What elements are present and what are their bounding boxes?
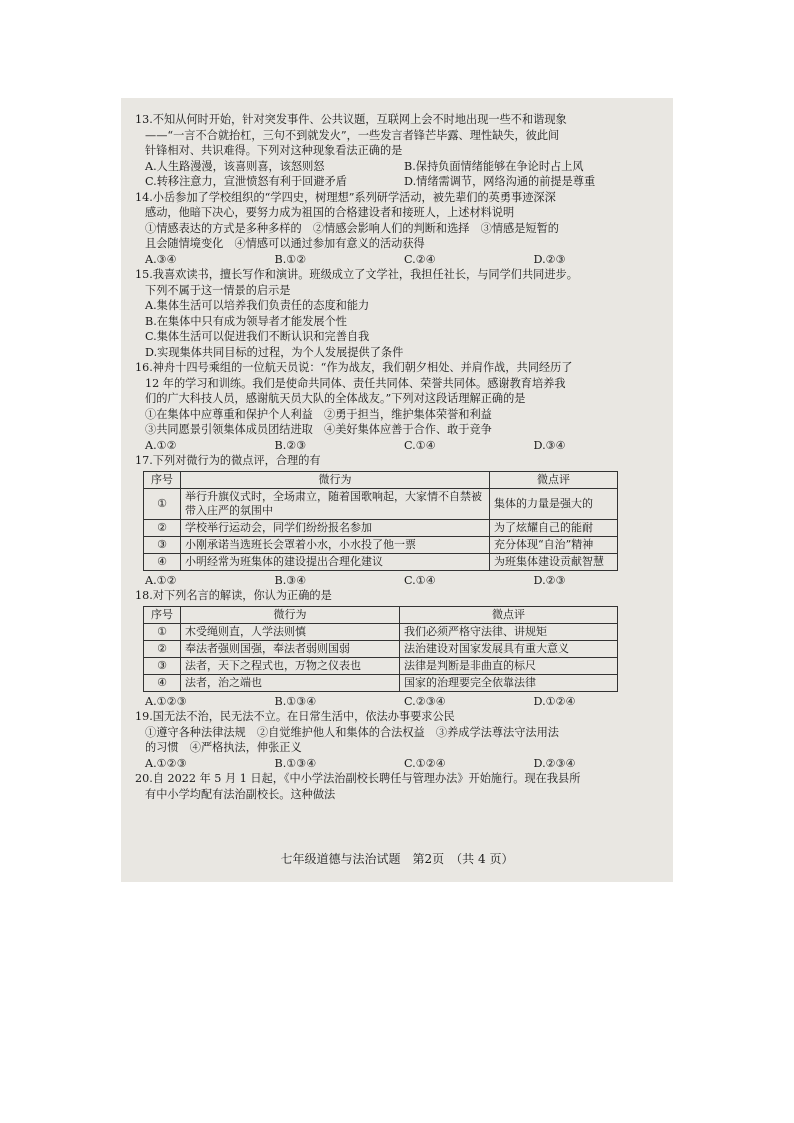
- cell-action: 法者，天下之程式也，万物之仪表也: [181, 657, 400, 674]
- option-a: A.集体生活可以培养我们负责任的态度和能力: [145, 299, 370, 312]
- option-a: A.①②: [145, 573, 177, 587]
- option-row: [135, 252, 663, 268]
- option-row: [135, 573, 663, 589]
- question-text: ①情感表达的方式是多种多样的 ②情感会影响人们的判断和选择 ③情感是短暂的: [145, 221, 559, 235]
- question-18: [135, 588, 663, 709]
- cell-action: 法者，治之端也: [181, 674, 400, 691]
- option-b: B.①③④: [274, 694, 317, 708]
- question-15: [135, 267, 663, 360]
- cell-number: ②: [144, 640, 181, 657]
- question-text: 12 年的学习和训练。我们是使命共同体、责任共同体、荣誉共同体。感谢教育培养我: [145, 376, 566, 390]
- header-number: 序号: [144, 606, 181, 623]
- question-19: [135, 709, 663, 771]
- cell-action: 举行升旗仪式时，全场肃立，随着国歌响起，大家情不自禁被带入庄严的氛围中: [181, 488, 490, 519]
- question-text: ①在集体中应尊重和保护个人利益 ②勇于担当，维护集体荣誉和利益: [145, 407, 492, 421]
- table-row: [144, 674, 618, 691]
- cell-number: ④: [144, 553, 181, 570]
- option-a: A.①②: [145, 438, 177, 452]
- cell-comment: 集体的力量是强大的: [490, 488, 618, 519]
- option-c: C.集体生活可以促进我们不断认识和完善自我: [145, 330, 370, 343]
- table-row: [144, 623, 618, 640]
- question-text: 19.国无法不治，民无法不立。在日常生活中，依法办事要求公民: [135, 710, 455, 723]
- option-row: [135, 159, 663, 175]
- cell-comment: 法治建设对国家发展具有重大意义: [400, 640, 618, 657]
- question-16: [135, 360, 663, 453]
- question-text: 16.神舟十四号乘组的一位航天员说：“作为战友，我们朝夕相处、并肩作战，共同经历了: [135, 361, 573, 374]
- option-row: [135, 174, 663, 190]
- cell-action: 木受绳则直，人学法则慎: [181, 623, 400, 640]
- option-b: B.①③④: [274, 756, 317, 770]
- question-text: 13.不知从何时开始，针对突发事件、公共议题，互联网上会不时地出现一些不和谐现象: [135, 113, 567, 126]
- q18-table: [143, 606, 618, 692]
- option-d: D.情绪需调节，网络沟通的前提是尊重: [404, 175, 596, 188]
- question-text: 们的广大科技人员，感谢航天员大队的全体战友。”下列对这段话理解正确的是: [145, 392, 526, 405]
- question-text: 20.自 2022 年 5 月 1 日起，《中小学法治副校长聘任与管理办法》开始施行。现在我县所: [135, 772, 581, 785]
- cell-number: ②: [144, 519, 181, 536]
- option-b: B.③④: [274, 573, 307, 587]
- question-text: ①遵守各种法律法规 ②自觉维护他人和集体的合法权益 ③养成学法尊法守法用法: [145, 725, 559, 739]
- option-c: C.②③④: [404, 694, 446, 708]
- option-c: C.①④: [404, 438, 436, 452]
- table-row: [144, 488, 618, 519]
- question-text: 针锋相对、共识难得。下列对这种现象看法正确的是: [145, 144, 403, 157]
- option-d: D.①②④: [533, 694, 576, 708]
- cell-action: 小明经常为班集体的建设提出合理化建议: [181, 553, 490, 570]
- question-20: [135, 771, 663, 802]
- question-list: [135, 112, 663, 802]
- question-text: 18.对下列名言的解读，你认为正确的是: [135, 589, 332, 602]
- header-action: 微行为: [181, 606, 400, 623]
- option-d: D.②③: [533, 573, 566, 587]
- option-c: C.①④: [404, 573, 436, 587]
- header-number: 序号: [144, 471, 181, 488]
- exam-page-photo: [121, 98, 673, 882]
- option-d: D.②③: [533, 252, 566, 266]
- header-comment: 微点评: [400, 606, 618, 623]
- option-row: [135, 694, 663, 710]
- cell-comment: 法律是判断是非曲直的标尺: [400, 657, 618, 674]
- table-header-row: [144, 471, 618, 488]
- cell-number: ①: [144, 623, 181, 640]
- cell-comment: 国家的治理要完全依靠法律: [400, 674, 618, 691]
- question-text: 有中小学均配有法治副校长。这种做法: [145, 787, 336, 801]
- table-header-row: [144, 606, 618, 623]
- question-text: 15.我喜欢读书，擅长写作和演讲。班级成立了文学社，我担任社长，与同学们共同进步。: [135, 268, 578, 281]
- option-c: C.①②④: [404, 756, 446, 770]
- option-b: B.②③: [274, 438, 307, 452]
- question-13: [135, 112, 663, 190]
- table-row: [144, 536, 618, 553]
- question-text: 下列不属于这一情景的启示是: [145, 283, 291, 297]
- cell-action: 小刚承诺当选班长会罩着小水，小水投了他一票: [181, 536, 490, 553]
- option-b: B.在集体中只有成为领导者才能发展个性: [145, 314, 347, 328]
- question-text: 14.小岳参加了学校组织的“学四史，树理想”系列研学活动，被先辈们的英勇事迹深深: [135, 190, 556, 204]
- question-text: 17.下列对微行为的微点评，合理的有: [135, 454, 321, 467]
- question-text: ③共同愿景引领集体成员团结进取 ④美好集体应善于合作、敢于竞争: [145, 423, 492, 436]
- option-b: B.保持负面情绪能够在争论时占上风: [404, 159, 584, 173]
- cell-action: 奉法者强则国强，奉法者弱则国弱: [181, 640, 400, 657]
- option-a: A.①②③: [145, 756, 187, 770]
- cell-number: ③: [144, 536, 181, 553]
- header-comment: 微点评: [490, 471, 618, 488]
- option-a: A.①②③: [145, 694, 187, 708]
- option-c: C.转移注意力，宣泄愤怒有利于回避矛盾: [145, 175, 347, 188]
- table-row: [144, 519, 618, 536]
- cell-comment: 为班集体建设贡献智慧: [490, 553, 618, 570]
- cell-number: ③: [144, 657, 181, 674]
- option-b: B.①②: [274, 252, 307, 266]
- option-c: C.②④: [404, 252, 436, 266]
- cell-comment: 充分体现“自治”精神: [490, 536, 618, 553]
- cell-number: ①: [144, 488, 181, 519]
- option-a: A.③④: [145, 252, 177, 266]
- cell-number: ④: [144, 674, 181, 691]
- question-17: [135, 453, 663, 588]
- option-a: A.人生路漫漫，该喜则喜，该怒则怒: [145, 159, 325, 173]
- table-row: [144, 657, 618, 674]
- q17-table: [143, 471, 618, 571]
- option-d: D.③④: [533, 438, 566, 452]
- cell-comment: 为了炫耀自己的能耐: [490, 519, 618, 536]
- table-row: [144, 640, 618, 657]
- cell-action: 学校举行运动会，同学们纷纷报名参加: [181, 519, 490, 536]
- header-action: 微行为: [181, 471, 490, 488]
- option-row: [135, 438, 663, 454]
- question-text: 感动，他暗下决心，要努力成为祖国的合格建设者和接班人，上述材料说明: [145, 206, 515, 219]
- option-d: D.实现集体共同目标的过程，为个人发展提供了条件: [145, 345, 404, 359]
- cell-comment: 我们必须严格守法律、讲规矩: [400, 623, 618, 640]
- question-text: 的习惯 ④严格执法，伸张正义: [145, 741, 302, 754]
- option-d: D.②③④: [533, 756, 576, 770]
- question-14: [135, 190, 663, 268]
- question-text: 且会随情境变化 ④情感可以通过参加有意义的活动获得: [145, 237, 425, 250]
- page-footer: 七年级道德与法治试题 第2页 （共 4 页）: [280, 852, 514, 866]
- table-row: [144, 553, 618, 570]
- question-text: ——“一言不合就抬杠，三句不到就发火”，一些发言者锋芒毕露、理性缺失，彼此间: [145, 128, 560, 142]
- option-row: [135, 756, 663, 772]
